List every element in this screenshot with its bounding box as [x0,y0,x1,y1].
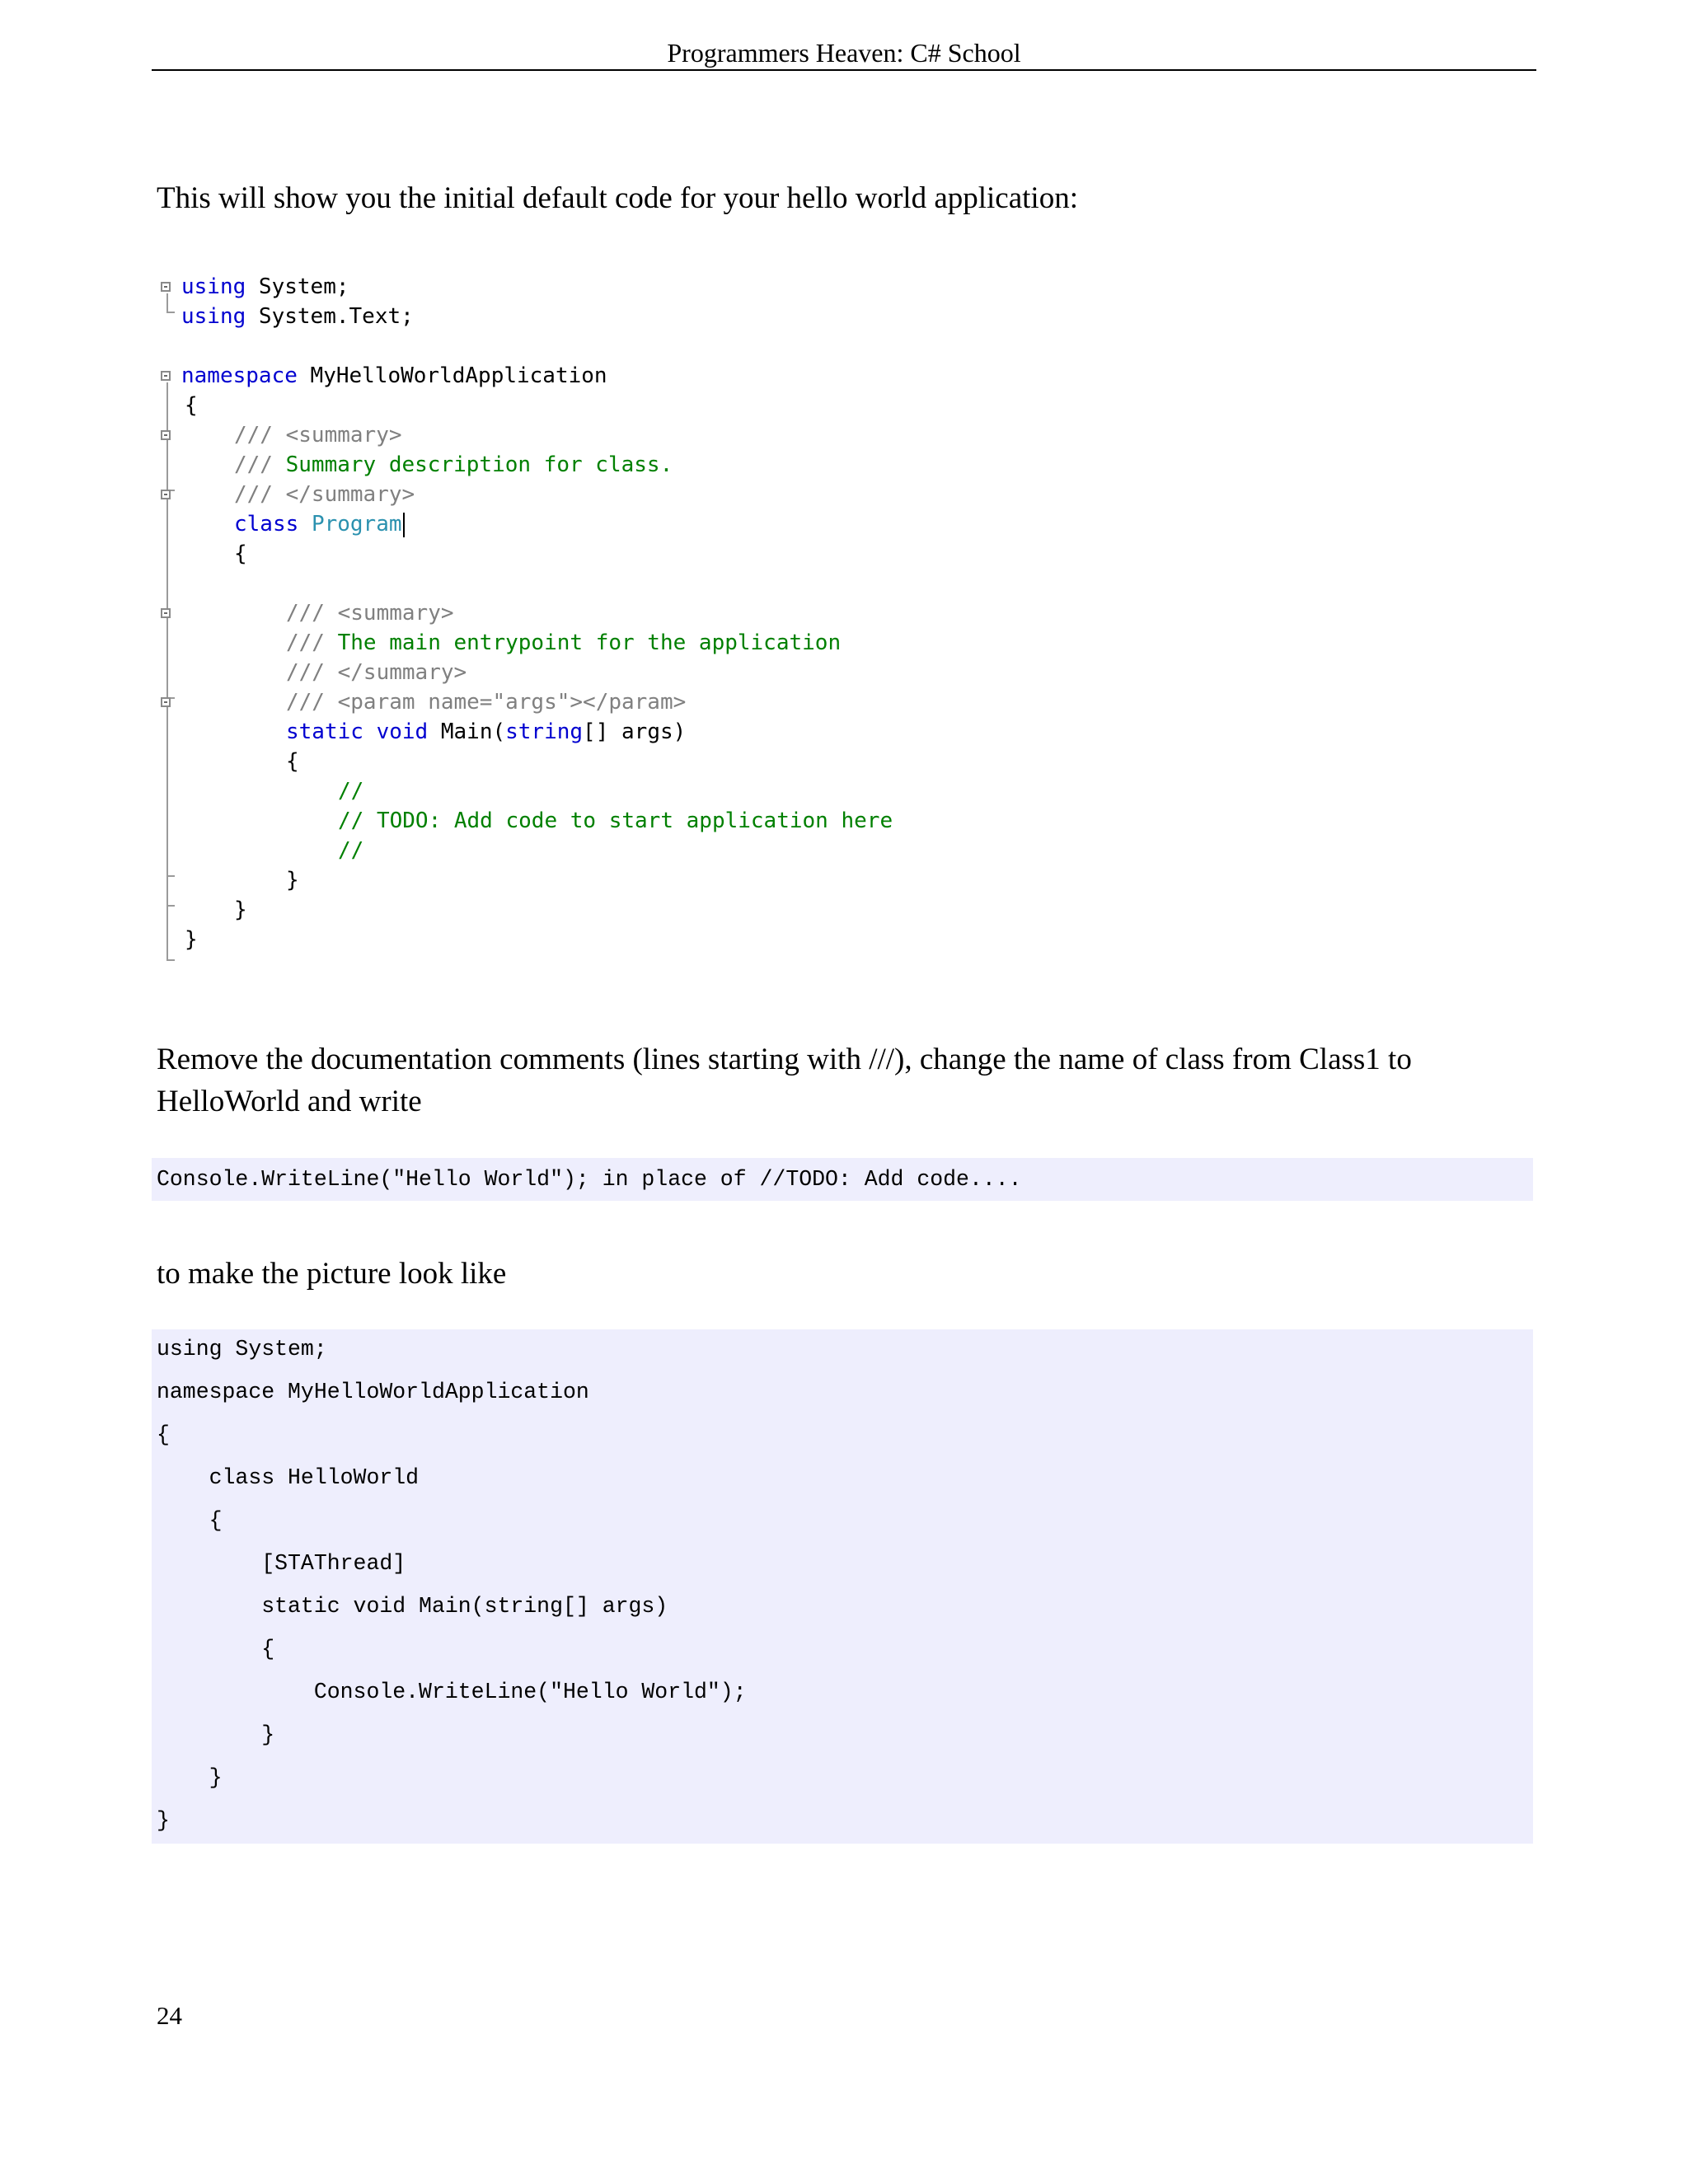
fold-collapse-icon [161,371,171,381]
intro-paragraph: This will show you the initial default code for your hello world application: [157,181,1078,215]
code-line: } [234,898,247,922]
code-line: [STAThread] [157,1551,406,1576]
code-line: using System; [157,1337,327,1361]
code-line: /// </summary> [286,660,467,685]
code-line: class Program [234,509,405,539]
code-line: } [157,1765,223,1790]
code-line: namespace MyHelloWorldApplication [181,363,607,388]
code-line: using System.Text; [181,304,414,329]
fold-collapse-icon [161,490,171,499]
code-line: namespace MyHelloWorldApplication [157,1380,589,1404]
code-line: /// </summary> [234,482,415,507]
code-line: using System; [181,274,349,299]
ide-code-screenshot [157,272,981,964]
header-rule [152,69,1536,71]
code-line: { [185,393,198,418]
result-intro-paragraph: to make the picture look like [157,1257,507,1291]
code-line: /// <summary> [234,423,402,448]
code-line: /// Summary description for class. [234,452,673,477]
code-line: Console.WriteLine("Hello World"); [157,1680,747,1704]
code-line: // [338,838,364,863]
fold-end-marker [166,875,175,877]
fold-collapse-icon [161,697,171,707]
code-line: } [185,927,198,952]
fold-rail [166,293,168,312]
code-line: static void Main(string[] args) [157,1594,668,1619]
code-line: { [286,749,299,774]
code-line: /// The main entrypoint for the application [286,630,842,655]
fold-collapse-icon [161,430,171,440]
code-line: class HelloWorld [157,1465,420,1490]
code-line: { [157,1637,275,1661]
code-line: } [157,1722,275,1747]
code-line: } [157,1808,170,1833]
fold-end-marker [166,905,175,907]
fold-collapse-icon [161,608,171,618]
inline-code-box: Console.WriteLine("Hello World"); in place of //TODO: Add code.... [152,1158,1533,1201]
code-line: // [338,779,364,804]
fold-collapse-icon [161,282,171,292]
page-number: 24 [157,2001,182,2030]
fold-rail [166,382,168,959]
code-line: static void Main(string[] args) [286,719,687,744]
code-line: /// <param name="args"></param> [286,690,687,715]
fold-end-marker [166,312,175,313]
code-line: { [234,541,247,566]
code-line: // TODO: Add code to start application here [338,808,893,833]
code-line: { [157,1508,223,1533]
fold-end-marker [166,959,175,961]
running-header: Programmers Heaven: C# School [667,38,1021,68]
text-caret [403,513,405,537]
code-line: } [286,868,299,893]
result-code-block [152,1329,1533,1844]
instruction-paragraph: Remove the documentation comments (lines starting with ///), change the name of class from Class1 to HelloWorld and write [157,1043,1412,1118]
code-line: /// <summary> [286,601,454,626]
code-line: { [157,1422,170,1447]
